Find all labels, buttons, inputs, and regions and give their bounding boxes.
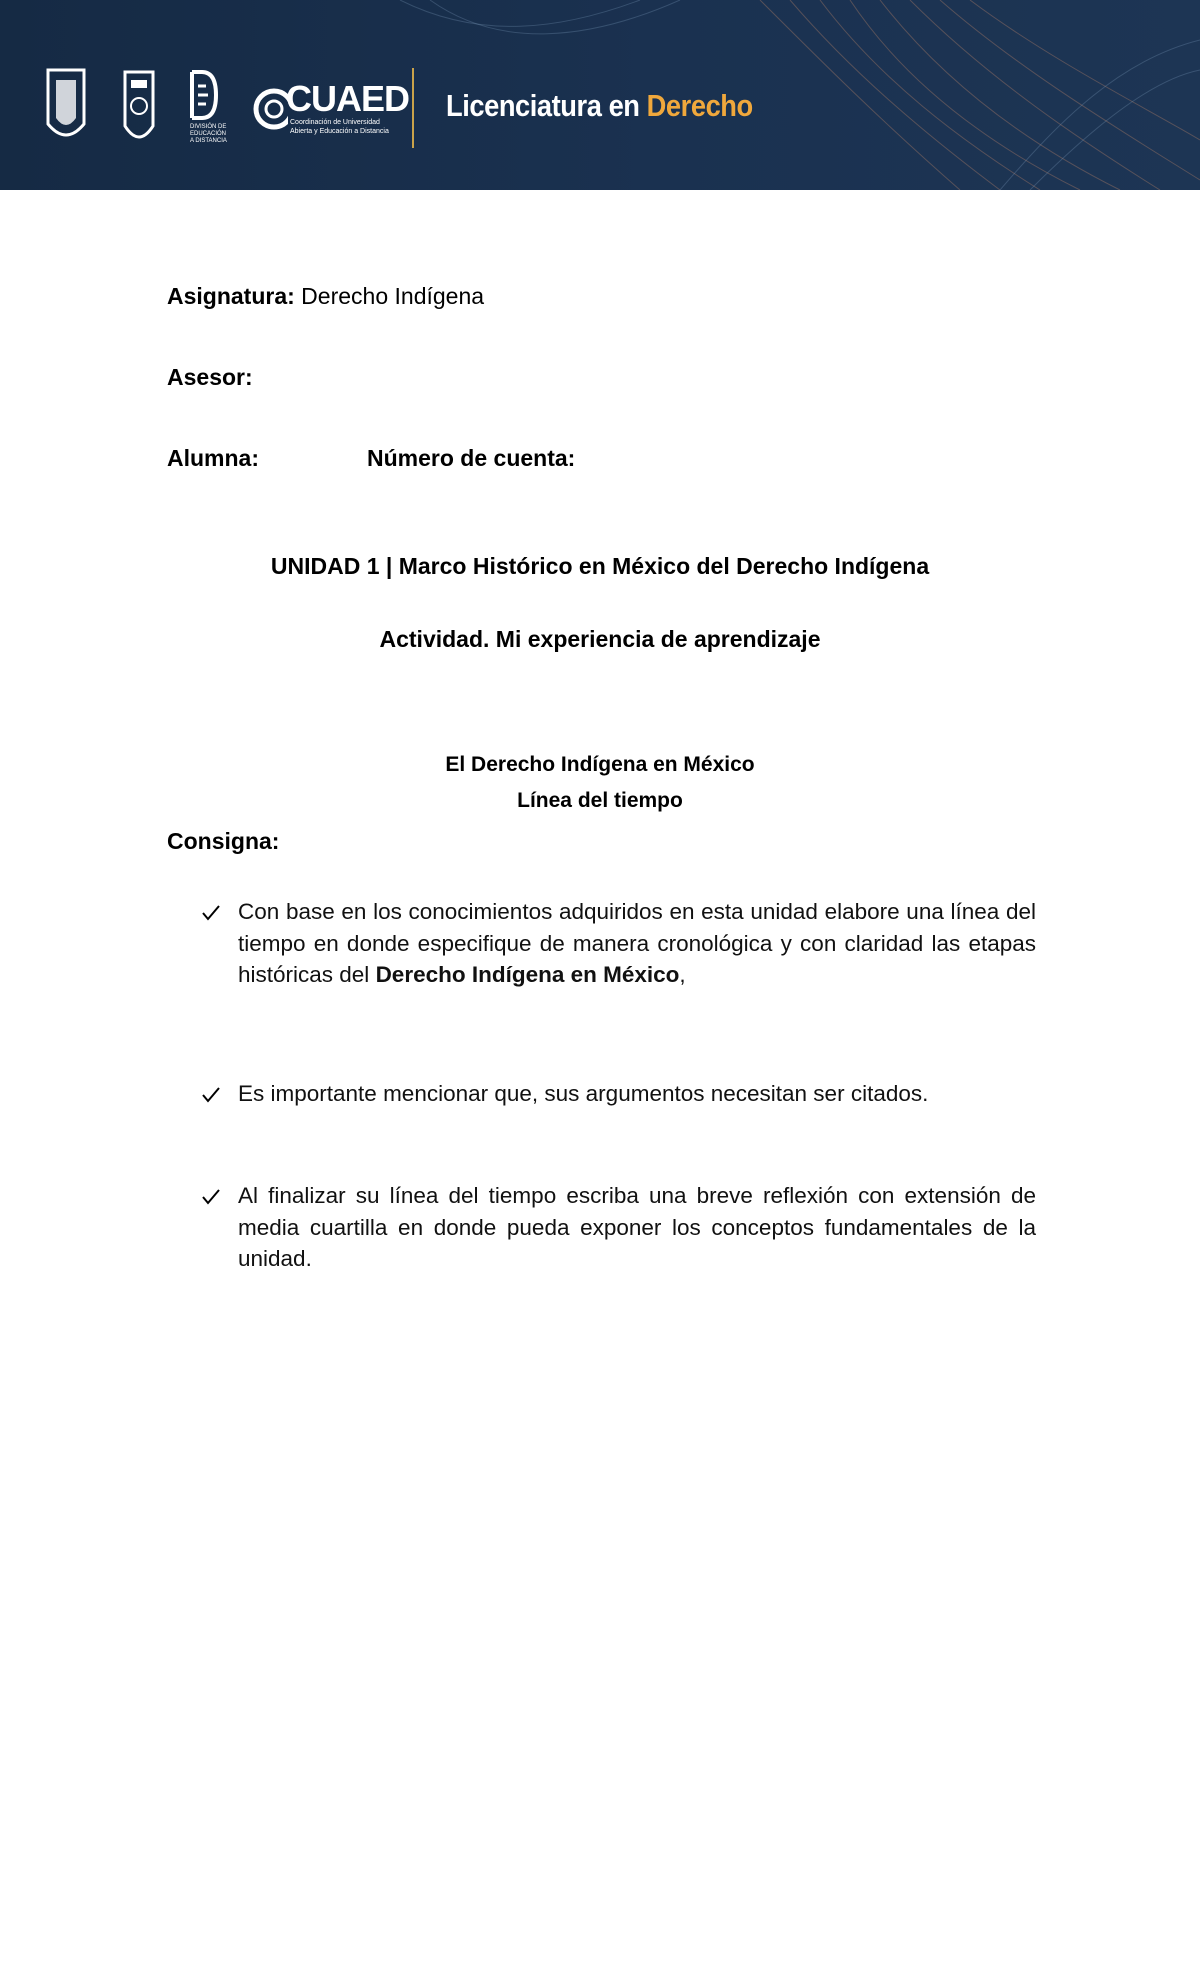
alumna-field [167,445,259,472]
alumna-label: Alumna: [167,445,259,471]
header-banner [0,0,1200,190]
consigna-label: Consigna: [167,828,280,854]
asignatura-field [167,283,484,310]
list-item [200,896,1036,991]
item-text-after: , [679,962,686,987]
checkmark-icon [200,1186,222,1208]
program-prefix: Licenciatura en [446,88,647,123]
asignatura-label: Asignatura: [167,283,295,309]
list-item [200,1180,1036,1275]
program-title [446,88,753,124]
list-item-text: Al finalizar su línea del tiempo escriba una breve reflexión con extensión de media cuartilla en donde pueda exponer los conceptos fundamentales de la unidad. [238,1183,1036,1271]
cuaed-ring-logo [252,74,288,144]
asesor-label: Asesor: [167,364,253,390]
activity-heading: Actividad. Mi experiencia de aprendizaje [379,626,821,652]
cuaed-caption: Coordinación de Universidad Abierta y Educación a Distancia [290,119,389,135]
list-item-text [238,896,1036,991]
den-logo [188,68,218,122]
cuenta-label: Número de cuenta: [367,445,576,471]
program-accent: Derecho [646,88,753,123]
item-text-bold: Derecho Indígena en México [375,962,680,987]
fes-crest-logo [122,66,156,150]
checkmark-icon [200,902,222,924]
den-caption: DIVISIÓN DE EDUCACIÓN A DISTANCIA [190,124,227,144]
cuenta-field [367,445,575,472]
topic-heading: El Derecho Indígena en México [445,753,755,776]
brand-separator [412,68,414,148]
list-item-text: Es importante mencionar que, sus argumentos necesitan ser citados. [238,1081,929,1106]
asesor-field [167,364,253,391]
unit-heading: UNIDAD 1 | Marco Histórico en México del Derecho Indígena [270,553,930,579]
asignatura-value: Derecho Indígena [294,283,485,309]
cuaed-logo: CUAED [286,78,410,119]
list-item [200,1078,1036,1110]
item-text-before: Con base en los conocimientos adquiridos en esta unidad elabore una línea del tiempo en donde especifique de manera cronológica y con claridad las etapas históricas del [238,899,1036,987]
format-heading: Línea del tiempo [517,789,683,812]
unam-crest-logo [44,66,88,150]
checkmark-icon [200,1084,222,1106]
